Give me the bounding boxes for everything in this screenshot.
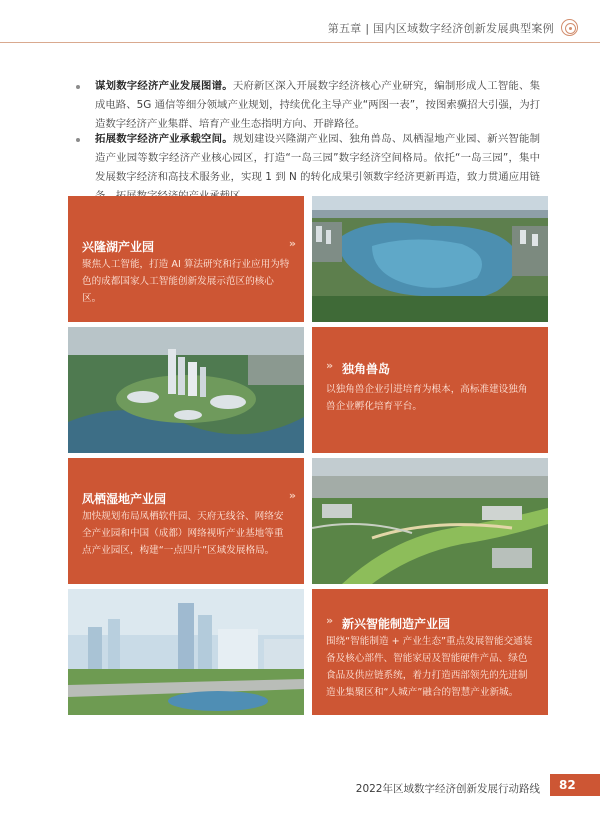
park-description: 聚焦人工智能，打造 AI 算法研究和行业应用为特色的成都国家人工智能创新发展示范区的核心区。	[82, 259, 290, 304]
park-name: 独角兽岛	[342, 362, 391, 376]
park-card-xinglonghu	[68, 196, 304, 322]
park-card-fengqi-wetland	[68, 458, 304, 584]
photo-xinglonghu-lake	[312, 196, 548, 322]
photo-smart-manufacturing-park	[68, 589, 304, 715]
park-name: 凤栖湿地产业园	[82, 492, 167, 506]
park-name: 兴隆湖产业园	[82, 240, 155, 254]
park-name: 新兴智能制造产业园	[342, 617, 451, 631]
bullet-lead: 拓展数字经济产业承载空间。	[95, 133, 233, 145]
bullet-lead: 谋划数字经济产业发展图谱。	[95, 80, 233, 92]
park-description: 围绕“智能制造 + 产业生态”重点发展智能交通装备及核心部件、智能家居及智能硬件产品、绿色食品及供应链系统，着力打造西部领先的先进制造业集聚区和“人城产”融合的智慧产业新城。	[326, 636, 533, 698]
chevron-icon: »	[288, 489, 294, 502]
bullet-paragraph	[95, 130, 540, 206]
chevron-icon: »	[326, 359, 332, 372]
bullet-text: 天府新区深入开展数字经济核心产业研究，编制形成人工智能、集成电路、5G 通信等细分领域产业规划，持续优化主导产业“两图一表”，按图索骥招大引强，为打造数字经济产业集群、培育产业生态指明方向、开辟路径。	[95, 80, 541, 130]
bullet-dot-icon	[76, 138, 80, 142]
chapter-title: 第五章 | 国内区域数字经济创新发展典型案例	[327, 22, 554, 35]
chevron-icon: »	[326, 614, 332, 627]
chapter-logo-icon	[561, 19, 578, 36]
park-description: 加快规划布局凤栖软件园、天府无线谷、网络安全产业园和中国（成都）网络视听产业基地等重点产业园区，构建“一点四片”区域发展格局。	[82, 511, 284, 556]
photo-unicorn-island	[68, 327, 304, 453]
park-card-unicorn-island	[312, 327, 548, 453]
page-number: 82	[550, 774, 600, 796]
bullet-text: 规划建设兴隆湖产业园、独角兽岛、凤栖湿地产业园、新兴智能制造产业园等数字经济产业核心园区，打造“一岛三园”数字经济空间格局。依托“一岛三园”，集中发展数字经济和高技术服务业，实现 1 到 N 的转化成果引领数字经济更新再造，致力贯通应用链	[95, 133, 541, 183]
bullet-dot-icon	[76, 85, 80, 89]
footer-title: 2022年区域数字经济创新发展行动路线	[355, 783, 540, 795]
bullet-paragraph	[95, 77, 540, 134]
header-rule	[0, 42, 600, 43]
photo-fengqi-wetland	[312, 458, 548, 584]
park-description: 以独角兽企业引进培育为根本，高标准建设独角兽企业孵化培育平台。	[326, 384, 528, 412]
chevron-icon: »	[288, 237, 294, 250]
park-card-smart-manufacturing	[312, 589, 548, 715]
